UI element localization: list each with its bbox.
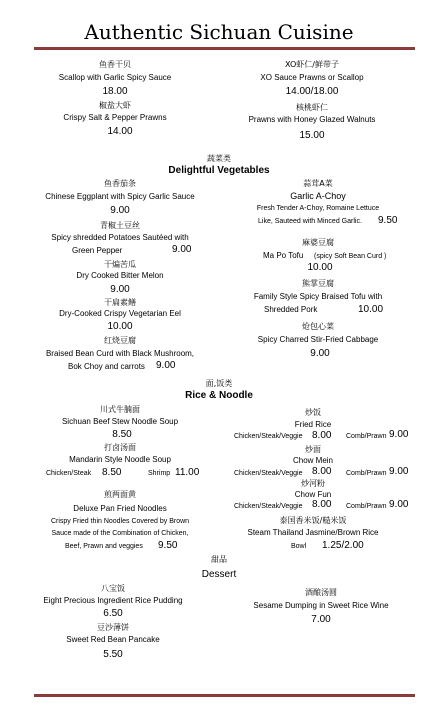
item-en: Garlic A-Choy: [290, 191, 346, 201]
item-cn: XO虾仁/鲜带子: [285, 60, 339, 69]
item-price: 1.25/2.00: [322, 540, 364, 551]
item-price: 9.00: [172, 244, 192, 255]
item-price: 14.00: [107, 126, 133, 137]
item-price: 8.00: [312, 430, 332, 441]
item-cn: 泰国香米饭/糙米饭: [279, 516, 347, 525]
item-cn: 炒面: [305, 445, 321, 454]
item-note: (spicy Soft Bean Curd ): [314, 253, 387, 260]
item-option: Comb/Prawn: [346, 433, 387, 440]
item-en: Sesame Dumping in Sweet Rice Wine: [253, 601, 389, 610]
title-divider: [34, 47, 415, 50]
item-cn: 椒盐大虾: [99, 101, 131, 110]
item-price: 9.00: [156, 360, 176, 371]
item-desc: Crispy Fried thin Noodles Covered by Brown: [50, 518, 190, 525]
item-en: Steam Thailand Jasmine/Brown Rice: [247, 528, 379, 537]
item-cn: 煎两面黄: [104, 490, 136, 499]
item-en: Ma Po Tofu: [263, 251, 304, 260]
item-option: Comb/Prawn: [346, 470, 387, 477]
item-en: Eight Precious Ingredient Rice Pudding: [43, 596, 183, 605]
item-desc: Beef, Prawn and veggies: [65, 543, 143, 550]
item-en: Braised Bean Curd with Black Mushroom,: [45, 349, 195, 358]
item-price: 10.00: [358, 304, 384, 315]
section-heading-cn: 蔬菜类: [207, 154, 231, 163]
item-en: Fried Rice: [294, 420, 332, 429]
section-heading-cn: 面,饭类: [205, 379, 233, 388]
item-cn: 干煸苦瓜: [104, 260, 136, 269]
item-cn: 熊掌豆腐: [302, 279, 334, 288]
item-desc: Sauce made of the Combination of Chicken,: [51, 530, 189, 537]
item-en: Chinese Eggplant with Spicy Garlic Sauce: [45, 192, 195, 201]
item-cn: 川式牛腩面: [100, 405, 140, 414]
item-en: Shredded Pork: [264, 305, 318, 314]
item-en: Family Style Spicy Braised Tofu with: [253, 292, 383, 301]
item-price: 10.00: [107, 321, 133, 332]
item-en: Chow Fun: [294, 490, 332, 499]
item-cn: 干扁素鳝: [104, 298, 136, 307]
item-price: 5.50: [103, 649, 123, 660]
section-heading: Dessert: [201, 569, 237, 580]
item-price: 9.00: [389, 499, 409, 510]
item-price: 9.00: [389, 466, 409, 477]
item-cn: 麻婆豆腐: [302, 238, 334, 247]
item-price: 9.00: [110, 205, 130, 216]
item-price: 6.50: [103, 608, 123, 619]
item-option: Comb/Prawn: [346, 503, 387, 510]
item-en: Dry Cooked Bitter Melon: [76, 271, 164, 280]
item-cn: 红烧豆腐: [104, 336, 136, 345]
item-option: Chicken/Steak/Veggie: [234, 503, 303, 510]
item-en: XO Sauce Prawns or Scallop: [260, 73, 364, 82]
item-en: Mandarin Style Noodle Soup: [69, 455, 171, 464]
item-desc: Fresh Tender A-Choy, Romaine Lettuce: [256, 205, 380, 212]
item-en: Scallop with Garlic Spicy Sauce: [58, 73, 172, 82]
item-cn: 炝包心菜: [302, 322, 334, 331]
section-heading: Rice & Noodle: [185, 390, 253, 401]
footer-divider: [34, 694, 415, 697]
item-en: Bok Choy and carrots: [68, 362, 145, 371]
item-en: Spicy shredded Potatoes Sautéed with: [51, 233, 189, 242]
item-cn: 蒜茸A菜: [303, 179, 333, 188]
item-option: Chicken/Steak/Veggie: [234, 470, 303, 477]
item-cn: 酒酿汤圆: [305, 588, 337, 597]
page-title: Authentic Sichuan Cuisine: [84, 20, 354, 44]
item-price: 8.50: [102, 467, 122, 478]
item-cn: 八宝饭: [101, 584, 125, 593]
item-cn: 炒饭: [305, 408, 321, 417]
item-cn: 豆沙薄饼: [97, 623, 129, 632]
item-price: 8.00: [312, 499, 332, 510]
item-price: 14.00/18.00: [285, 86, 339, 97]
item-cn: 打卤汤面: [104, 443, 136, 452]
item-en: Crispy Salt & Pepper Prawns: [63, 113, 167, 122]
item-price: 8.00: [312, 466, 332, 477]
item-option: Chicken/Steak/Veggie: [234, 433, 303, 440]
item-price: 9.00: [389, 429, 409, 440]
item-en: Chow Mein: [292, 456, 334, 465]
item-price: 15.00: [299, 130, 325, 141]
item-en: Sweet Red Bean Pancake: [66, 635, 160, 644]
item-price: 10.00: [307, 262, 333, 273]
item-cn: 鱼香茄条: [104, 179, 136, 188]
item-cn: 核桃虾仁: [296, 103, 328, 112]
item-price: 9.50: [378, 215, 398, 226]
item-option: Bowl: [291, 543, 307, 550]
item-desc: Like, Sauteed with Minced Garlic.: [258, 218, 362, 225]
item-option: Shrimp: [148, 470, 171, 477]
item-option: Chicken/Steak: [46, 470, 92, 477]
item-cn: 炒河粉: [301, 479, 325, 488]
section-heading: Delightful Vegetables: [168, 165, 270, 176]
item-en: Sichuan Beef Stew Noodle Soup: [61, 417, 179, 426]
item-en: Deluxe Pan Fried Noodles: [73, 504, 167, 513]
section-heading-cn: 甜品: [211, 555, 227, 564]
item-price: 18.00: [102, 86, 128, 97]
item-cn: 鱼香干贝: [99, 60, 131, 69]
item-en: Prawns with Honey Glazed Walnuts: [248, 115, 376, 124]
item-price: 7.00: [311, 614, 331, 625]
item-cn: 青椒土豆丝: [100, 221, 140, 230]
item-en: Spicy Charred Stir-Fried Cabbage: [257, 335, 379, 344]
item-price: 11.00: [175, 467, 200, 478]
item-en: Green Pepper: [72, 246, 123, 255]
item-price: 9.00: [310, 348, 330, 359]
item-price: 8.50: [112, 429, 132, 440]
item-en: Dry-Cooked Crispy Vegetarian Eel: [59, 309, 181, 318]
item-price: 9.00: [110, 284, 130, 295]
item-price: 9.50: [158, 540, 178, 551]
